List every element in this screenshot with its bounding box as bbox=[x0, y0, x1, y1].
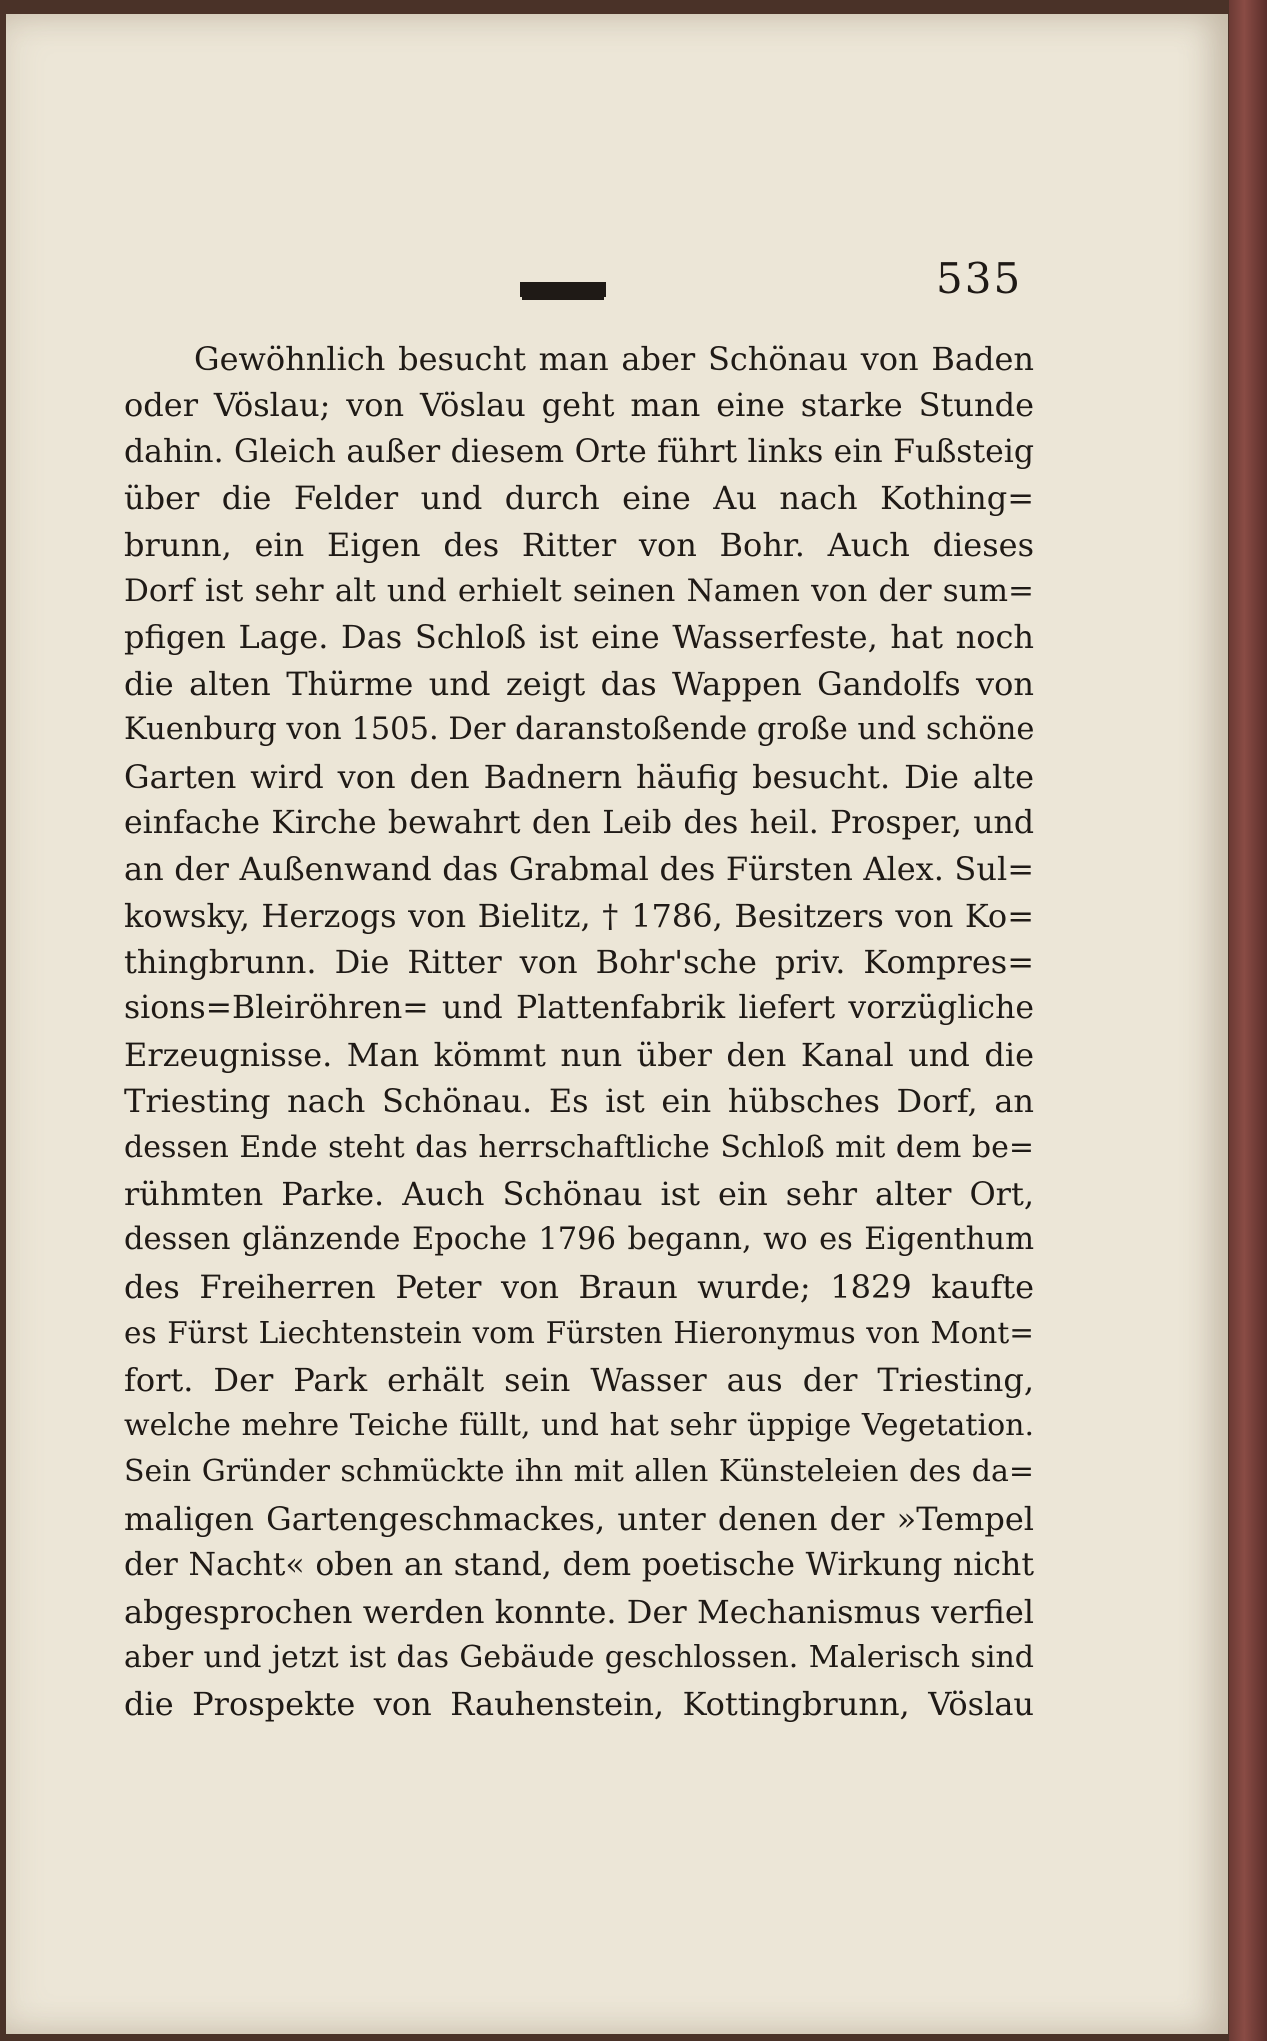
text-line: maligen Gartengeschmackes, unter denen der »Tempel bbox=[124, 1499, 1034, 1538]
text-line: die alten Thürme und zeigt das Wappen Gandolfs von bbox=[124, 664, 1034, 703]
book-page bbox=[6, 14, 1228, 2034]
text-line: dahin. Gleich außer diesem Orte führt links ein Fußsteig bbox=[124, 433, 1034, 470]
text-line: rühmten Parke. Auch Schönau ist ein sehr alter Ort, bbox=[124, 1175, 1034, 1214]
text-line: kowsky, Herzogs von Bielitz, † 1786, Besitzers von Ko= bbox=[124, 896, 1034, 935]
text-line: einfache Kirche bewahrt den Leib des heil. Prosper, und bbox=[124, 804, 1034, 841]
text-line: Garten wird von den Badnern häufig besucht. Die alte bbox=[124, 757, 1034, 796]
text-line: fort. Der Park erhält sein Wasser aus der Triesting, bbox=[124, 1360, 1034, 1399]
text-line: der Nacht« oben an stand, dem poetische Wirkung nicht bbox=[124, 1547, 1034, 1584]
text-line: die Prospekte von Rauhenstein, Kottingbrunn, Vöslau bbox=[124, 1685, 1034, 1724]
text-line: Kuenburg von 1505. Der daranstoßende große und schöne bbox=[124, 712, 1035, 748]
text-line: sions=Bleiröhren= und Plattenfabrik liefert vorzügliche bbox=[124, 990, 1034, 1027]
text-line: an der Außenwand das Grabmal des Fürsten Alex. Sul= bbox=[124, 850, 1034, 889]
body-text bbox=[124, 336, 1034, 1728]
text-line: des Freiherren Peter von Braun wurde; 1829 kaufte bbox=[124, 1267, 1034, 1306]
text-line: Gewöhnlich besucht man aber Schönau von Baden bbox=[194, 340, 1034, 378]
text-line: brunn, ein Eigen des Ritter von Bohr. Auch dieses bbox=[124, 525, 1034, 564]
page-number: 535 bbox=[936, 254, 1023, 303]
text-line: Dorf ist sehr alt und erhielt seinen Namen von der sum= bbox=[124, 572, 1034, 609]
text-line: dessen glänzende Epoche 1796 begann, wo es Eigenthum bbox=[124, 1222, 1034, 1258]
text-line: welche mehre Teiche füllt, und hat sehr üppige Vegetation. bbox=[124, 1407, 1034, 1443]
text-line: über die Felder und durch eine Au nach Kothing= bbox=[124, 479, 1034, 518]
text-line: pfigen Lage. Das Schloß ist eine Wasserfeste, hat noch bbox=[124, 618, 1034, 657]
header-rule bbox=[520, 282, 606, 297]
page-header bbox=[6, 254, 1228, 314]
text-line: dessen Ende steht das herrschaftliche Schloß mit dem be= bbox=[124, 1129, 1034, 1165]
text-line: thingbrunn. Die Ritter von Bohr'sche priv. Kompres= bbox=[124, 943, 1034, 982]
text-line: oder Vöslau; von Vöslau geht man eine starke Stunde bbox=[124, 386, 1034, 425]
text-line: es Fürst Liechtenstein vom Fürsten Hieronymus von Mont= bbox=[124, 1316, 1034, 1351]
text-line: Triesting nach Schönau. Es ist ein hübsches Dorf, an bbox=[124, 1082, 1034, 1121]
text-line: aber und jetzt ist das Gebäude geschlossen. Malerisch sind bbox=[124, 1639, 1034, 1675]
text-line: Erzeugnisse. Man kömmt nun über den Kanal und die bbox=[124, 1035, 1034, 1074]
text-line: Sein Gründer schmückte ihn mit allen Künsteleien des da= bbox=[124, 1454, 1034, 1490]
text-line: abgesprochen werden konnte. Der Mechanismus verfiel bbox=[124, 1592, 1034, 1631]
book-edge bbox=[1229, 0, 1267, 2041]
